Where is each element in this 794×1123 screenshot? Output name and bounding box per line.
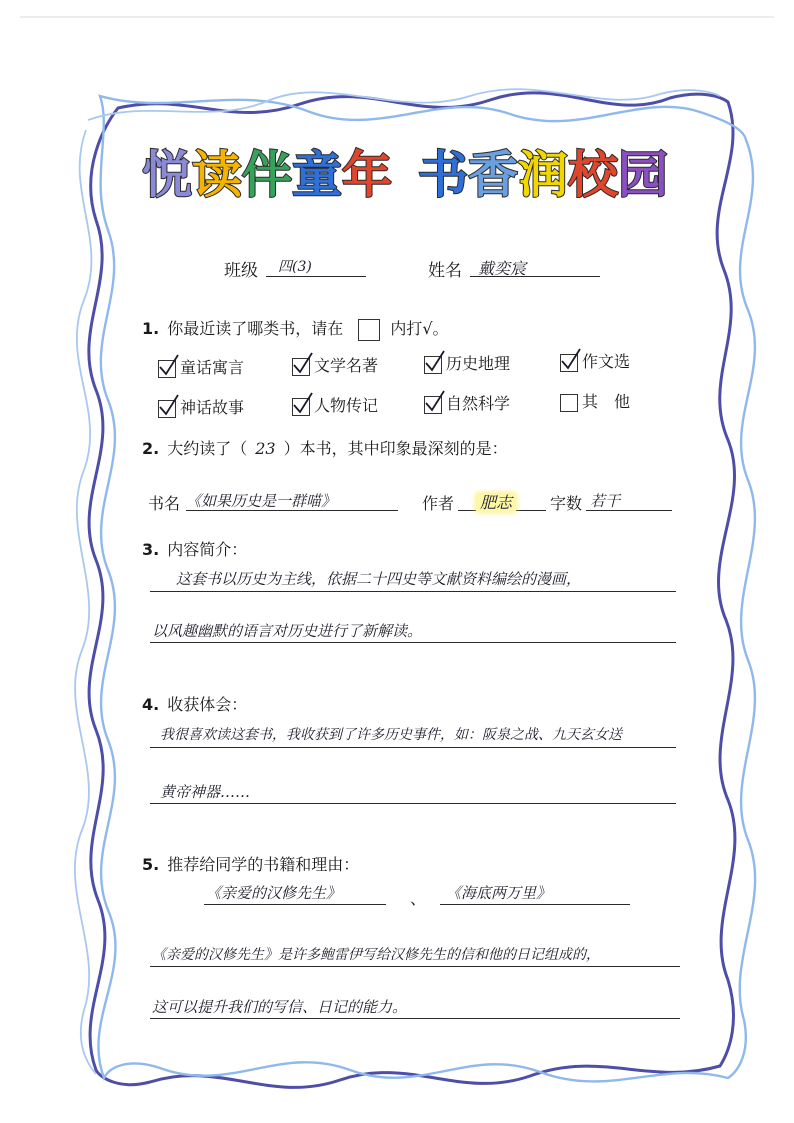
title-char: 伴 xyxy=(242,146,292,204)
sample-checkbox xyxy=(358,319,380,341)
title-char: 书 xyxy=(418,146,468,204)
option-literature[interactable] xyxy=(292,353,378,376)
question-4-text: 收获体会： xyxy=(167,695,248,714)
option-label: 作文选 xyxy=(582,352,631,371)
option-label: 神话故事 xyxy=(180,398,245,417)
title-char: 润 xyxy=(518,146,568,204)
option-label: 自然科学 xyxy=(446,394,511,413)
title-char: 悦 xyxy=(142,146,192,204)
option-label: 文学名著 xyxy=(314,356,379,375)
author-value: 肥志 xyxy=(476,493,516,512)
title-char: 校 xyxy=(568,146,618,204)
name-field[interactable] xyxy=(470,256,600,277)
reflection-line-2[interactable]: 黄帝神器…… xyxy=(160,783,251,801)
recommend-book-1[interactable]: 《亲爱的汉修先生》 xyxy=(206,884,342,902)
question-number: 2. xyxy=(142,439,160,458)
question-5 xyxy=(142,852,359,875)
option-other[interactable] xyxy=(560,389,630,412)
title-char: 园 xyxy=(618,146,668,204)
option-label: 人物传记 xyxy=(314,396,379,415)
checkbox[interactable] xyxy=(424,396,442,414)
author-label: 作者 xyxy=(422,494,455,513)
question-number: 1. xyxy=(142,319,160,338)
recommend-book-2[interactable]: 《海底两万里》 xyxy=(446,884,552,902)
reflection-line-1[interactable]: 我很喜欢读这套书，我收获到了许多历史事件，如：阪泉之战、九天玄女送 xyxy=(160,727,622,743)
book-title-field[interactable] xyxy=(186,490,398,511)
checkbox[interactable] xyxy=(560,354,578,372)
question-number: 4. xyxy=(142,695,160,714)
checkbox[interactable] xyxy=(292,398,310,416)
question-1-text-before: 你最近读了哪类书，请在 xyxy=(167,319,344,338)
checkbox[interactable] xyxy=(292,358,310,376)
checkbox[interactable] xyxy=(560,394,578,412)
option-composition[interactable] xyxy=(560,349,630,372)
question-2-text-a: 大约读了（ xyxy=(167,439,248,458)
reason-line-1[interactable]: 《亲爱的汉修先生》是许多鲍雷伊写给汉修先生的信和他的日记组成的， xyxy=(152,947,600,963)
book-title-label: 书名 xyxy=(148,494,181,513)
option-history-geography[interactable] xyxy=(424,351,510,374)
word-count-field[interactable] xyxy=(586,490,672,511)
option-fairy-tales[interactable] xyxy=(158,355,244,378)
option-biography[interactable] xyxy=(292,393,378,416)
answer-line xyxy=(150,591,676,592)
question-2 xyxy=(142,436,508,459)
question-number: 3. xyxy=(142,540,160,559)
option-mythology[interactable] xyxy=(158,395,244,418)
question-1-text-after: 内打√。 xyxy=(390,319,449,338)
reason-line-2[interactable]: 这可以提升我们的写信、日记的能力。 xyxy=(152,998,408,1016)
page-title xyxy=(120,140,690,210)
book-count: 23 xyxy=(255,439,276,458)
checkbox[interactable] xyxy=(424,356,442,374)
title-char: 香 xyxy=(468,146,518,204)
summary-line-1[interactable]: 这套书以历史为主线，依据二十四史等文献资料编绘的漫画， xyxy=(176,570,582,588)
title-char: 童 xyxy=(292,146,342,204)
option-label: 童话寓言 xyxy=(180,358,245,377)
recommend-book-1-line xyxy=(204,904,386,905)
answer-line xyxy=(150,803,676,804)
book-separator: 、 xyxy=(410,889,427,908)
question-3-text: 内容简介： xyxy=(167,540,248,559)
checkbox[interactable] xyxy=(158,360,176,378)
answer-line xyxy=(150,1018,680,1019)
class-label: 班级 xyxy=(224,261,258,281)
word-count-value: 若干 xyxy=(590,492,621,510)
class-value: 四(3) xyxy=(278,259,312,275)
answer-line xyxy=(150,747,676,748)
checkbox[interactable] xyxy=(158,400,176,418)
title-char: 读 xyxy=(192,146,242,204)
question-3 xyxy=(142,537,247,560)
question-1 xyxy=(142,316,449,341)
option-natural-science[interactable] xyxy=(424,391,510,414)
name-label: 姓名 xyxy=(428,261,462,281)
author-field[interactable] xyxy=(458,490,546,511)
word-count-label: 字数 xyxy=(550,494,583,513)
recommend-book-2-line xyxy=(440,904,630,905)
option-label: 历史地理 xyxy=(446,354,511,373)
question-number: 5. xyxy=(142,855,160,874)
option-label: 其 他 xyxy=(582,392,631,411)
question-4 xyxy=(142,692,247,715)
answer-line xyxy=(150,966,680,967)
book-title-value: 《如果历史是一群喵》 xyxy=(186,492,337,510)
summary-line-2[interactable]: 以风趣幽默的语言对历史进行了新解读。 xyxy=(152,622,423,640)
name-value: 戴奕宸 xyxy=(478,259,527,278)
question-2-text-b: ）本书，其中印象最深刻的是： xyxy=(283,439,508,458)
question-5-text: 推荐给同学的书籍和理由： xyxy=(167,855,360,874)
answer-line xyxy=(150,642,676,643)
title-char: 年 xyxy=(342,146,392,204)
class-field[interactable] xyxy=(266,256,366,277)
